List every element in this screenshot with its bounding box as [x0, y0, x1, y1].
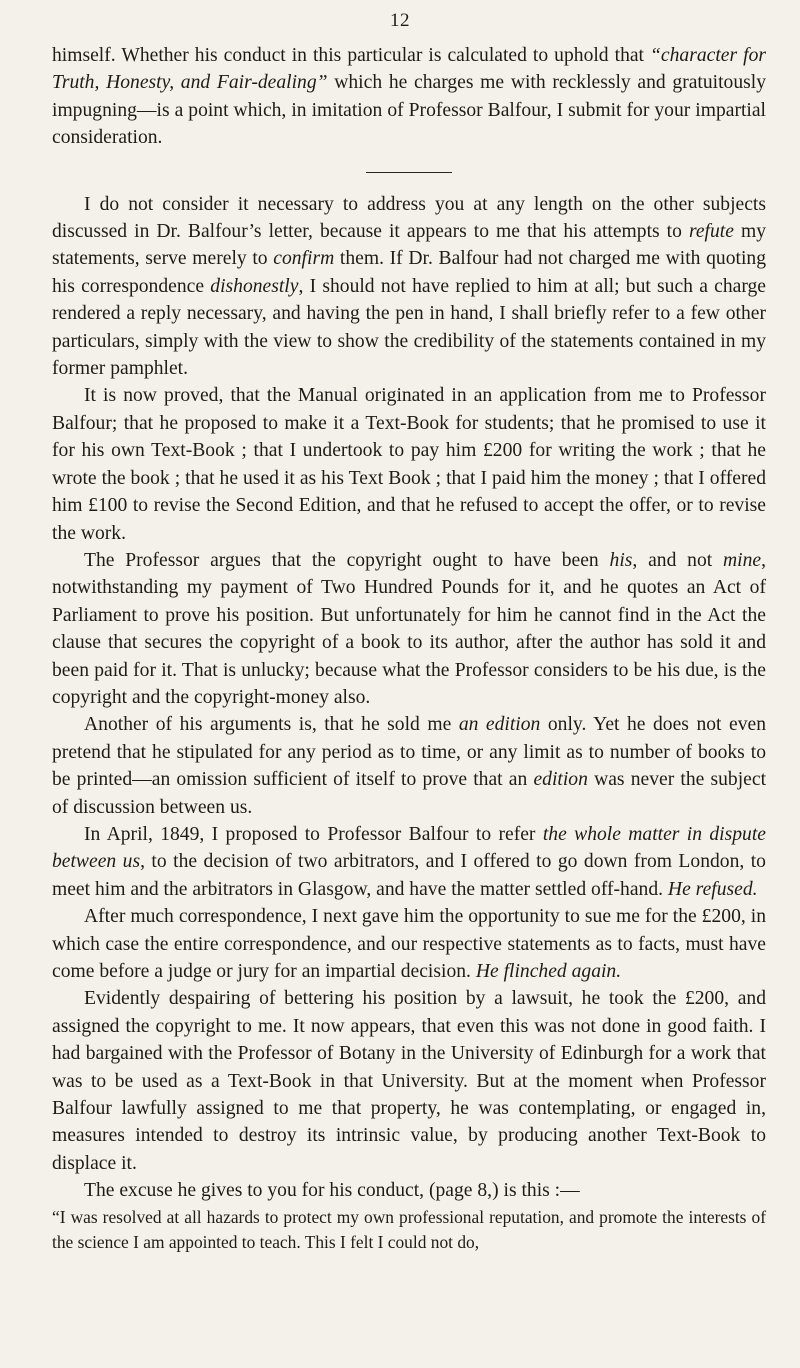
paragraph [52, 547, 766, 711]
block-quote [52, 1205, 766, 1255]
text-run: , and not [632, 549, 724, 571]
paragraph [52, 821, 766, 903]
section-divider [366, 172, 452, 173]
italic-run: “character for Truth, Honesty, and Fair-dealing” [52, 45, 766, 94]
text-run: After much correspondence, I next gave him the opportunity to sue me for the £200, in which case the entire correspondence, and our respective statements as to facts, must have come before a judge or jury for an impartial decision. [52, 906, 766, 982]
paragraph [52, 985, 766, 1177]
italic-run: edition [533, 769, 588, 791]
page-number: 12 [390, 10, 410, 31]
text-run: only. Yet he does not even pretend that he stipulated for any period as to time, or any limit as to number of books to be printed—an omission sufficient of itself to prove that an [52, 714, 766, 791]
text-run: , notwithstanding my payment of Two Hundred Pounds for it, and he quotes an Act of Parliament to prove his position. But unfortunately for him he cannot find in the Act the clause that secures the copyright of a book to its author, after the author has sold it and been paid for it. That is unlucky; because what the Professor considers to be his due, is the copyright and the copyright-money also. [52, 549, 767, 708]
paragraph [52, 382, 766, 546]
italic-run: the whole matter in dispute between us [52, 823, 766, 873]
body-text [52, 42, 766, 1255]
text-run: I do not consider it necessary to address you at any length on the other subjects discussed in Dr. Balfour’s letter, because it appears to me that his attempts to [52, 193, 766, 243]
text-run: was never the subject of discussion between us. [52, 769, 767, 818]
italic-run: his [609, 549, 633, 571]
italic-run: confirm [273, 248, 335, 270]
italic-run: He flinched again. [475, 961, 622, 982]
text-run: which he charges me with recklessly and gratuitously impugning—is a point which, in imitation of Professor Balfour, I submit for your impartial consideration. [52, 72, 766, 149]
paragraph-continuation [52, 42, 766, 152]
paragraph [52, 903, 766, 985]
text-run: Another of his arguments is, that he sold me [84, 714, 459, 736]
text-run: The excuse he gives to you for his conduct, (page 8,) is this :— [84, 1180, 580, 1202]
text-run: , I should not have replied to him at all; but such a charge rendered a reply necessary, and having the pen in hand, I shall briefly refer to a few other particulars, simply with the view to show the credibility of the statements contained in my former pamphlet. [52, 275, 766, 380]
italic-run: refute [688, 221, 734, 243]
italic-run: He refused. [667, 878, 758, 900]
text-run: Evidently despairing of bettering his position by a lawsuit, he took the £200, and assigned the copyright to me. It now appears, that even this was not done in good faith. I had bargained with the Professor of Botany in the University of Edinburgh for a work that was to be used as a Text-Book in that University. But at the moment when Professor Balfour lawfully assigned to me that property, he was contemplating, or engaged in, measures intended to destroy its intrinsic value, by producing another Text-Book to displace it. [52, 988, 766, 1174]
text-run: himself. Whether his conduct in this particular is calculated to uphold that [52, 45, 651, 66]
paragraph [52, 191, 766, 383]
text-run: The Professor argues that the copyright ought to have been [84, 549, 610, 571]
italic-run: an edition [458, 714, 541, 736]
paragraph [52, 711, 766, 821]
text-run: In April, 1849, I proposed to Professor Balfour to refer [84, 823, 543, 845]
italic-run: mine [723, 549, 762, 571]
text-run: my statements, serve merely to [52, 221, 766, 270]
text-run: them. If Dr. Balfour had not charged me with quoting his correspondence [52, 248, 766, 297]
italic-run: dishonestly [210, 275, 299, 297]
text-run: “I was resolved at all hazards to protect my own professional reputation, and promote the interests of the science I am appointed to teach. This I felt I could not do, [52, 1206, 766, 1252]
text-run: It is now proved, that the Manual originated in an application from me to Professor Balfour; that he proposed to make it a Text-Book for students; that he promised to use it for his own Text-Book ; that I undertook to pay him £200 for writing the work ; that he wrote the book ; that he used it as his Text Book ; that I paid him the money ; that I offered him £100 to revise the Second Edition, and that he refused to accept the offer, or to revise the work. [52, 385, 766, 544]
paragraph [52, 1177, 766, 1204]
text-run: , to the decision of two arbitrators, and I offered to go down from London, to meet him and the arbitrators in Glasgow, and have the matter settled off-hand. [52, 851, 766, 900]
